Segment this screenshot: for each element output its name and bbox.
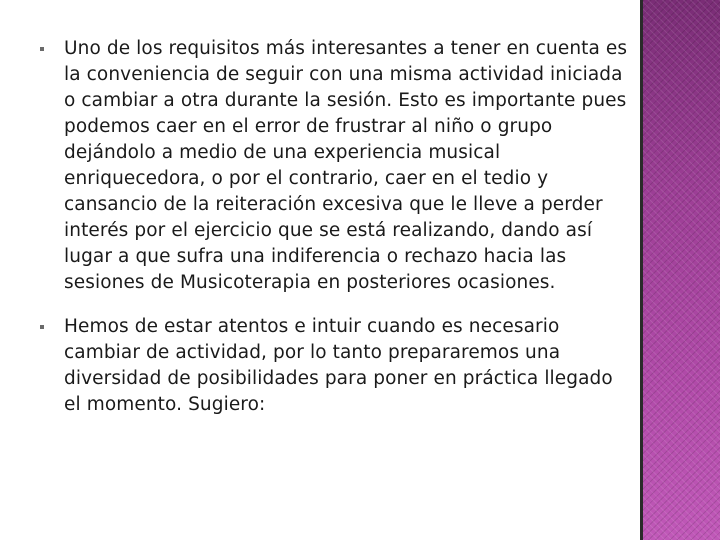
decorative-side-panel: [643, 0, 720, 540]
bullet-icon: [40, 325, 44, 329]
bullet-item: [40, 314, 630, 418]
bullet-icon: [40, 47, 44, 51]
bullet-text: Uno de los requisitos más interesantes a tener en cuenta es la conveniencia de seguir con una misma actividad iniciada o cambiar a otra durante la sesión. Esto es importante pues podemos caer en el error de frustrar al niño o grupo dejándolo a medio de una experiencia musical enriquecedora, o por el contrario, caer en el tedio y cansancio de la reiteración excesiva que le lleve a perder interés por el ejercicio que se está realizando, dando así lugar a que sufra una indiferencia o rechazo hacia las sesiones de Musicoterapia en posteriores ocasiones.: [64, 38, 628, 293]
bullet-text: Hemos de estar atentos e intuir cuando es necesario cambiar de actividad, por lo tanto prepararemos una diversidad de posibilidades para poner en práctica llegado el momento. Sugiero:: [64, 316, 613, 415]
slide-content: [40, 36, 630, 418]
bullet-item: [40, 36, 630, 296]
